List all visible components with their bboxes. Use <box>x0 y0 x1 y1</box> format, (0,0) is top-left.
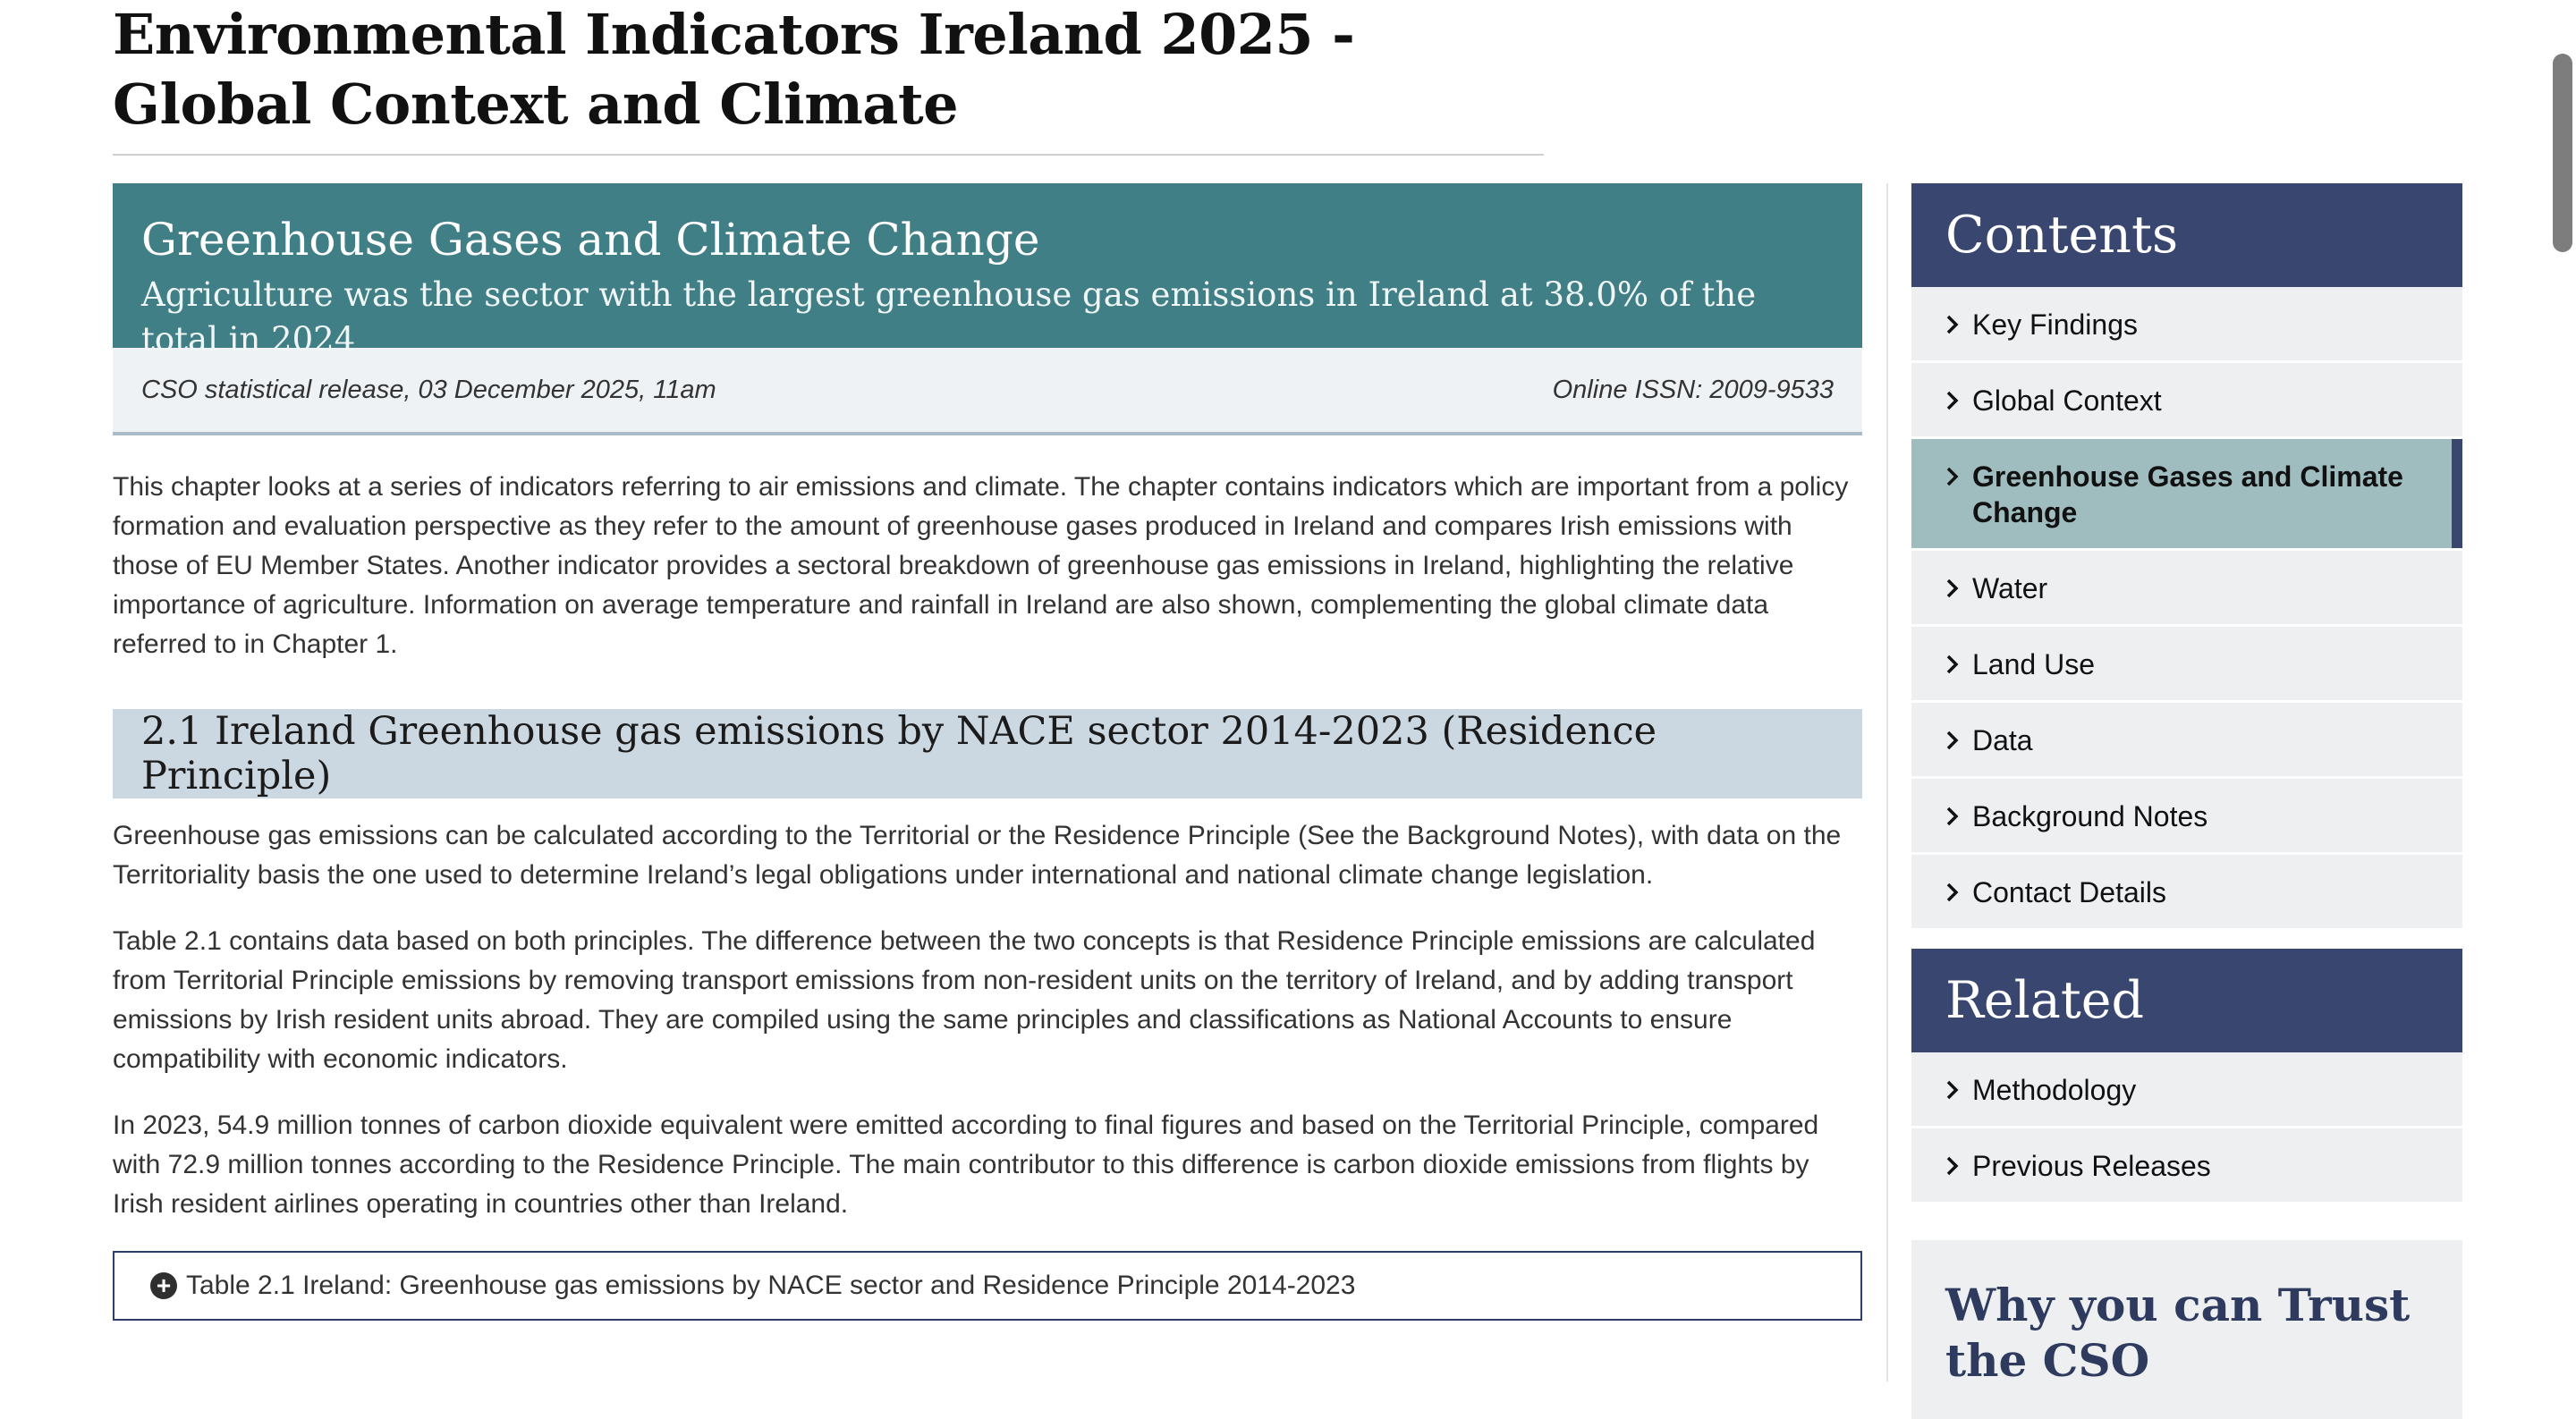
column-divider <box>1886 183 1888 1381</box>
related-panel <box>1911 949 2462 1204</box>
related-item-previous-releases[interactable] <box>1911 1128 2462 1204</box>
contents-item-label: Contact Details <box>1972 876 2166 908</box>
chevron-right-icon <box>1945 570 1972 606</box>
contents-item-global-context[interactable] <box>1911 363 2462 439</box>
plus-circle-icon: + <box>150 1272 177 1299</box>
main-content <box>113 183 1862 1321</box>
sidebar <box>1911 183 2462 1419</box>
table-2-1-label: Table 2.1 Ireland: Greenhouse gas emissions by NACE sector and Residence Principle 2014-2023 <box>186 1271 1356 1300</box>
contents-item-label: Greenhouse Gases and Climate Change <box>1972 460 2403 528</box>
release-meta-bar <box>113 348 1862 435</box>
chevron-right-icon <box>1945 874 1972 910</box>
section-heading: 2.1 Ireland Greenhouse gas emissions by NACE sector 2014-2023 (Residence Principle) <box>141 709 1657 798</box>
contents-nav <box>1911 287 2462 931</box>
chevron-right-icon <box>1945 307 1972 342</box>
contents-item-data[interactable] <box>1911 703 2462 779</box>
contents-heading: Contents <box>1911 183 2462 287</box>
contents-item-contact-details[interactable] <box>1911 855 2462 931</box>
chapter-banner <box>113 183 1862 359</box>
related-heading: Related <box>1911 949 2462 1052</box>
related-item-methodology[interactable] <box>1911 1052 2462 1128</box>
contents-item-greenhouse-gases[interactable] <box>1911 439 2462 551</box>
contents-item-label: Water <box>1972 572 2048 604</box>
chevron-right-icon <box>1945 1072 1972 1108</box>
chevron-right-icon <box>1945 646 1972 682</box>
issn: Online ISSN: 2009-9533 <box>1552 375 1834 404</box>
section-paragraph-3: In 2023, 54.9 million tonnes of carbon dioxide equivalent were emitted according to final figures and based on the Territorial Principle, compared with 72.9 million tonnes according to the Residence Principle. The main contributor to this difference is carbon dioxide emissions from flights by Irish resident airlines operating in countries other than Ireland. <box>113 1111 1819 1219</box>
contents-item-land-use[interactable] <box>1911 627 2462 703</box>
related-item-label: Methodology <box>1972 1074 2137 1106</box>
chapter-subtitle: Agriculture was the sector with the largest greenhouse gas emissions in Ireland at 38.0% of the total in 2024 <box>141 275 1757 359</box>
related-item-label: Previous Releases <box>1972 1150 2211 1182</box>
contents-item-label: Key Findings <box>1972 308 2138 341</box>
scrollbar-thumb[interactable] <box>2553 54 2572 252</box>
contents-item-label: Data <box>1972 724 2033 756</box>
section-heading-bar <box>113 709 1862 798</box>
title-divider <box>113 154 1544 156</box>
trust-heading[interactable]: Why you can Trust the CSO <box>1945 1279 2411 1387</box>
trust-panel <box>1911 1240 2462 1419</box>
section-paragraph-2: Table 2.1 contains data based on both principles. The difference between the two concepts is that Residence Principle emissions are calculated from Territorial Principle emissions by removing transport emissions from non-resident units on the territory of Ireland, and by adding transport emissions by Irish resident units abroad. They are compiled using the same principles and classifications as National Accounts to ensure compatibility with economic indicators. <box>113 926 1816 1074</box>
chevron-right-icon <box>1945 722 1972 758</box>
contents-item-background-notes[interactable] <box>1911 779 2462 855</box>
chevron-right-icon <box>1945 1148 1972 1184</box>
chevron-right-icon <box>1945 459 1972 494</box>
contents-item-key-findings[interactable] <box>1911 287 2462 363</box>
page-scrollbar[interactable] <box>2549 0 2576 1381</box>
release-date: CSO statistical release, 03 December 2025, 11am <box>141 375 716 404</box>
related-nav <box>1911 1052 2462 1204</box>
chevron-right-icon <box>1945 798 1972 834</box>
contents-item-label: Global Context <box>1972 384 2162 417</box>
chapter-title: Greenhouse Gases and Climate Change <box>141 214 1040 266</box>
contents-item-water[interactable] <box>1911 551 2462 627</box>
contents-item-label: Land Use <box>1972 648 2095 680</box>
chapter-intro: This chapter looks at a series of indicators referring to air emissions and climate. The chapter contains indicators which are important from a policy formation and evaluation perspective as they refer to the amount of greenhouse gases produced in Ireland and compares Irish emissions with those of EU Member States. Another indicator provides a sectoral breakdown of greenhouse gas emissions in Ireland, highlighting the relative importance of agriculture. Information on average temperature and rainfall in Ireland are also shown, complementing the global climate data referred to in Chapter 1. <box>113 472 1849 659</box>
contents-item-label: Background Notes <box>1972 800 2208 832</box>
chevron-right-icon <box>1945 383 1972 418</box>
section-paragraph-1: Greenhouse gas emissions can be calculated according to the Territorial or the Residence Principle (See the Background Notes), with data on the Territoriality basis the one used to determine Ireland’s legal obligations under international and national climate change legislation. <box>113 821 1842 890</box>
table-2-1-expander[interactable] <box>113 1251 1862 1321</box>
page-title: Environmental Indicators Ireland 2025 - Global Context and Climate <box>113 2 1355 137</box>
